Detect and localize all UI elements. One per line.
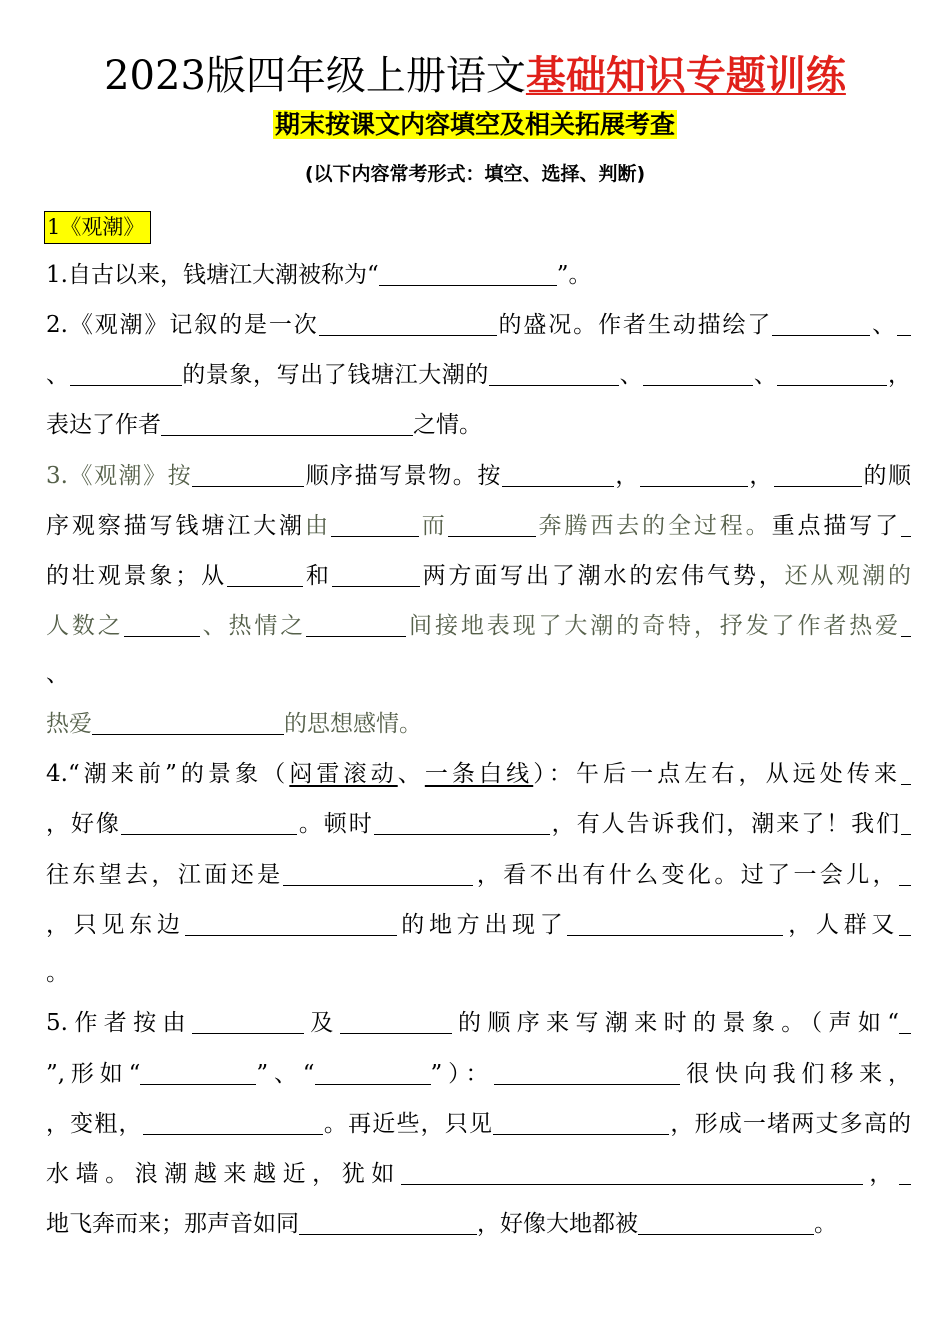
text: 3.《观潮》按 — [46, 463, 193, 489]
fill-blank[interactable] — [299, 1208, 477, 1235]
question-line-13 — [46, 851, 911, 899]
fill-blank[interactable] — [185, 909, 397, 936]
fill-blank[interactable] — [192, 1007, 304, 1034]
title-highlight: 基础知识专题训练 — [525, 52, 846, 99]
fill-blank[interactable] — [161, 409, 413, 436]
subtitle — [0, 108, 950, 142]
fill-blank[interactable] — [143, 1108, 323, 1135]
text: 地飞奔而来；那声音如同 — [46, 1211, 299, 1237]
fill-blank[interactable] — [331, 510, 419, 537]
text: ，好像大地都被 — [477, 1211, 638, 1237]
text: 人数之 — [46, 613, 124, 639]
text: ，形成一堵两丈多高的 — [669, 1111, 911, 1137]
text: ， — [862, 1161, 900, 1187]
text: ， — [747, 463, 774, 489]
text: ，变粗， — [46, 1111, 143, 1137]
text: ，有人告诉我们，潮来了！我们 — [549, 811, 902, 837]
text: 及 — [303, 1010, 340, 1036]
question-line-7 — [46, 552, 911, 600]
text: 两方面写出了潮水的宏伟气势， — [419, 563, 785, 589]
text: 重点描写了 — [771, 513, 902, 539]
text: 表达了作者 — [46, 412, 161, 438]
section-heading: 1《观潮》 — [44, 211, 151, 244]
fill-blank[interactable] — [332, 560, 420, 587]
text: ”、“ — [256, 1061, 315, 1087]
text: 热爱 — [46, 711, 92, 737]
fill-blank[interactable] — [315, 1058, 431, 1085]
text: 的思想感情。 — [284, 711, 422, 737]
fill-blank[interactable] — [643, 359, 753, 386]
fill-blank[interactable] — [772, 309, 870, 336]
fill-blank[interactable] — [319, 309, 497, 336]
fill-blank[interactable] — [448, 510, 536, 537]
fill-blank[interactable] — [777, 359, 887, 386]
question-line-12 — [46, 800, 911, 848]
question-line-8 — [46, 602, 911, 650]
text: 。再近些，只见 — [322, 1111, 494, 1137]
text: 、 — [870, 312, 898, 338]
text: 由 — [304, 513, 331, 539]
text: 的盛况。作者生动描绘了 — [496, 312, 773, 338]
text: ”）： — [430, 1061, 495, 1087]
fill-blank[interactable] — [140, 1058, 256, 1085]
text: 、 — [46, 661, 69, 687]
fill-blank[interactable] — [567, 909, 783, 936]
question-line-9 — [46, 650, 911, 698]
text: 、 — [619, 362, 644, 388]
title-main: 2023版四年级上册语文 — [104, 53, 526, 99]
fill-blank[interactable] — [192, 460, 304, 487]
question-line-10 — [46, 700, 911, 748]
text: 序观察描写钱塘江大潮 — [46, 513, 305, 539]
fill-blank[interactable] — [494, 1058, 680, 1085]
fill-blank[interactable] — [899, 909, 911, 936]
underlined-phrase: 一条白线 — [424, 761, 534, 787]
text: 。顿时 — [296, 811, 374, 837]
text: 、 — [46, 362, 70, 388]
fill-blank[interactable] — [283, 859, 473, 886]
fill-blank[interactable] — [901, 808, 911, 835]
text: ，人群又 — [783, 912, 900, 938]
text: 5.作者按由 — [46, 1010, 192, 1036]
fill-blank[interactable] — [401, 1158, 863, 1185]
question-line-4 — [46, 401, 911, 449]
fill-blank[interactable] — [121, 808, 297, 835]
question-line-15 — [46, 949, 911, 997]
question-line-6 — [46, 502, 911, 550]
text: ， — [613, 463, 640, 489]
text: 顺序描写景物。按 — [304, 463, 502, 489]
text: 奔腾西去的全过程。 — [535, 513, 772, 539]
fill-blank[interactable] — [502, 460, 614, 487]
text: ， — [887, 362, 911, 388]
exam-format-note: (以下内容常考形式：填空、选择、判断) — [304, 163, 646, 185]
text: 的顺 — [861, 463, 911, 489]
fill-blank[interactable] — [227, 560, 303, 587]
text: ”。 — [556, 262, 592, 288]
text: 还从观潮的 — [784, 563, 911, 589]
fill-blank[interactable] — [897, 309, 911, 336]
text: ”,形如“ — [46, 1061, 141, 1087]
question-line-18 — [46, 1100, 911, 1148]
fill-blank[interactable] — [379, 259, 557, 286]
question-line-17 — [46, 1050, 911, 1098]
text: 、 — [397, 761, 425, 787]
fill-blank[interactable] — [493, 1108, 669, 1135]
fill-blank[interactable] — [774, 460, 862, 487]
text: 的壮观景象；从 — [46, 563, 227, 589]
text: ，只见东边 — [46, 912, 185, 938]
fill-blank[interactable] — [899, 1007, 911, 1034]
question-line-11 — [46, 750, 911, 798]
underlined-phrase: 闷雷滚动 — [289, 761, 398, 787]
text: 2.《观潮》记叙的是一次 — [46, 312, 319, 338]
text: 和 — [303, 563, 332, 589]
text: ，好像 — [46, 811, 121, 837]
text: ，看不出有什么变化。过了一会儿， — [473, 862, 900, 888]
fill-blank[interactable] — [638, 1208, 814, 1235]
text: 。 — [46, 960, 69, 986]
text: 的景象，写出了钱塘江大潮的 — [181, 362, 490, 388]
text: 间接地表现了大潮的奇特，抒发了作者热爱 — [406, 613, 902, 639]
question-line-1 — [46, 251, 911, 299]
fill-blank[interactable] — [901, 510, 911, 537]
text: 、 — [753, 362, 778, 388]
question-line-14 — [46, 901, 911, 949]
text: ）：午后一点左右，从远处传来 — [533, 761, 902, 787]
text: 。 — [814, 1211, 837, 1237]
text: 、热情之 — [199, 613, 307, 639]
fill-blank[interactable] — [124, 610, 200, 637]
text: 往东望去，江面还是 — [46, 862, 284, 888]
fill-blank[interactable] — [901, 758, 911, 785]
question-line-16 — [46, 999, 911, 1047]
text: 很快向我们移来， — [680, 1061, 911, 1087]
text: 而 — [418, 513, 448, 539]
question-line-2 — [46, 301, 911, 349]
text: 水墙。浪潮越来越近，犹如 — [46, 1161, 401, 1187]
page-title — [0, 48, 950, 104]
fill-blank[interactable] — [92, 708, 284, 735]
subtitle-text: 期末按课文内容填空及相关拓展考查 — [274, 110, 675, 139]
fill-blank[interactable] — [306, 610, 406, 637]
text: 4.“潮来前”的景象（ — [46, 761, 290, 787]
question-line-5 — [46, 452, 911, 500]
fill-blank[interactable] — [901, 610, 911, 637]
text: 的地方出现了 — [396, 912, 568, 938]
text: 1.自古以来，钱塘江大潮被称为“ — [46, 262, 379, 288]
fill-blank[interactable] — [340, 1007, 452, 1034]
fill-blank[interactable] — [489, 359, 619, 386]
fill-blank[interactable] — [70, 359, 182, 386]
fill-blank[interactable] — [899, 1158, 911, 1185]
text: 之情。 — [413, 412, 482, 438]
text: 的顺序来写潮来时的景象。（声如“ — [451, 1010, 899, 1036]
question-line-3 — [46, 351, 911, 399]
question-line-19 — [46, 1150, 911, 1198]
question-line-20 — [46, 1200, 911, 1248]
fill-blank[interactable] — [374, 808, 550, 835]
fill-blank[interactable] — [640, 460, 748, 487]
fill-blank[interactable] — [899, 859, 911, 886]
